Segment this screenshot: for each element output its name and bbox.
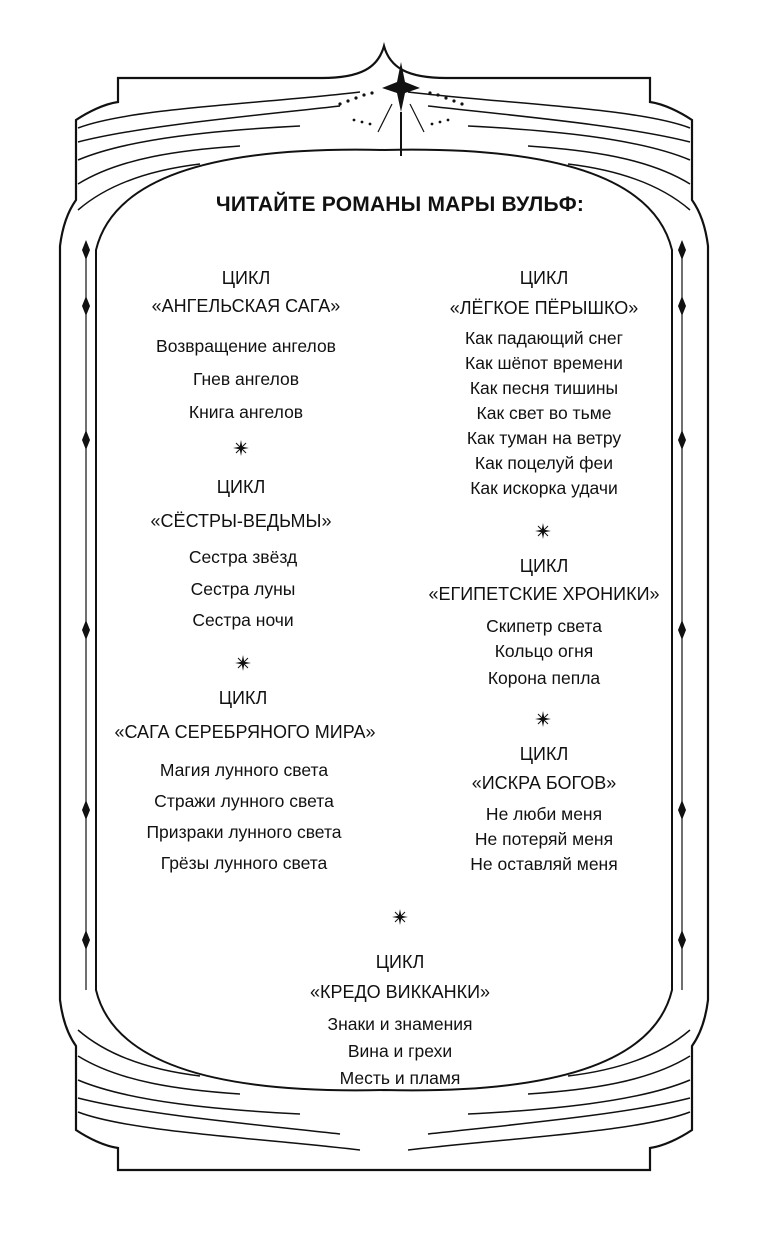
separator-star-icon [235,655,251,671]
book-title: Как искорка удачи [470,478,618,498]
series-name: «САГА СЕРЕБРЯНОГО МИРА» [114,722,376,742]
series-label: ЦИКЛ [519,268,569,288]
series-name: «КРЕДО ВИККАНКИ» [309,982,491,1002]
book-title: Как поцелуй феи [474,453,614,473]
series-label: ЦИКЛ [519,556,569,576]
separator-star-icon [535,711,551,727]
book-title: Сестра звёзд [188,547,298,567]
book-title: Вина и грехи [347,1041,453,1061]
top-star-ornament [338,62,463,156]
series-label: ЦИКЛ [218,688,268,708]
separator-star-icon [233,440,249,456]
book-title: Сестра луны [190,579,296,599]
series-name: «СЁСТРЫ-ВЕДЬМЫ» [150,511,332,531]
book-title: Возвращение ангелов [156,336,336,356]
book-title: Скипетр света [486,616,602,636]
series-label: ЦИКЛ [221,268,271,288]
book-title: Как шёпот времени [465,353,623,373]
page-heading: ЧИТАЙТЕ РОМАНЫ МАРЫ ВУЛЬФ: [215,193,585,216]
series-label: ЦИКЛ [519,744,569,764]
book-title: Корона пепла [487,668,601,688]
book-title: Книга ангелов [188,402,304,422]
series-name: «ЕГИПЕТСКИЕ ХРОНИКИ» [428,584,660,604]
book-title: Гнев ангелов [192,369,300,389]
book-title: Грёзы лунного света [160,853,328,873]
separator-star-icon [392,909,408,925]
series-label: ЦИКЛ [375,952,425,972]
book-title: Призраки лунного света [146,822,342,842]
series-name: «ЛЁГКОЕ ПЁРЫШКО» [449,298,639,318]
book-title: Месть и пламя [339,1068,461,1088]
book-title: Как песня тишины [469,378,619,398]
book-title: Знаки и знамения [327,1014,473,1034]
series-name: «ИСКРА БОГОВ» [471,773,617,793]
series-label: ЦИКЛ [216,477,266,497]
book-title: Не люби меня [485,804,603,824]
book-title: Не оставляй меня [470,854,618,874]
book-title: Как туман на ветру [466,428,622,448]
book-title: Стражи лунного света [154,791,334,811]
book-title: Как свет во тьме [476,403,612,423]
book-title: Сестра ночи [192,610,294,630]
book-title: Не потеряй меня [474,829,614,849]
book-title: Магия лунного света [159,760,329,780]
series-name: «АНГЕЛЬСКАЯ САГА» [151,296,341,316]
book-title: Кольцо огня [494,641,594,661]
separator-star-icon [535,523,551,539]
book-title: Как падающий снег [464,328,624,348]
